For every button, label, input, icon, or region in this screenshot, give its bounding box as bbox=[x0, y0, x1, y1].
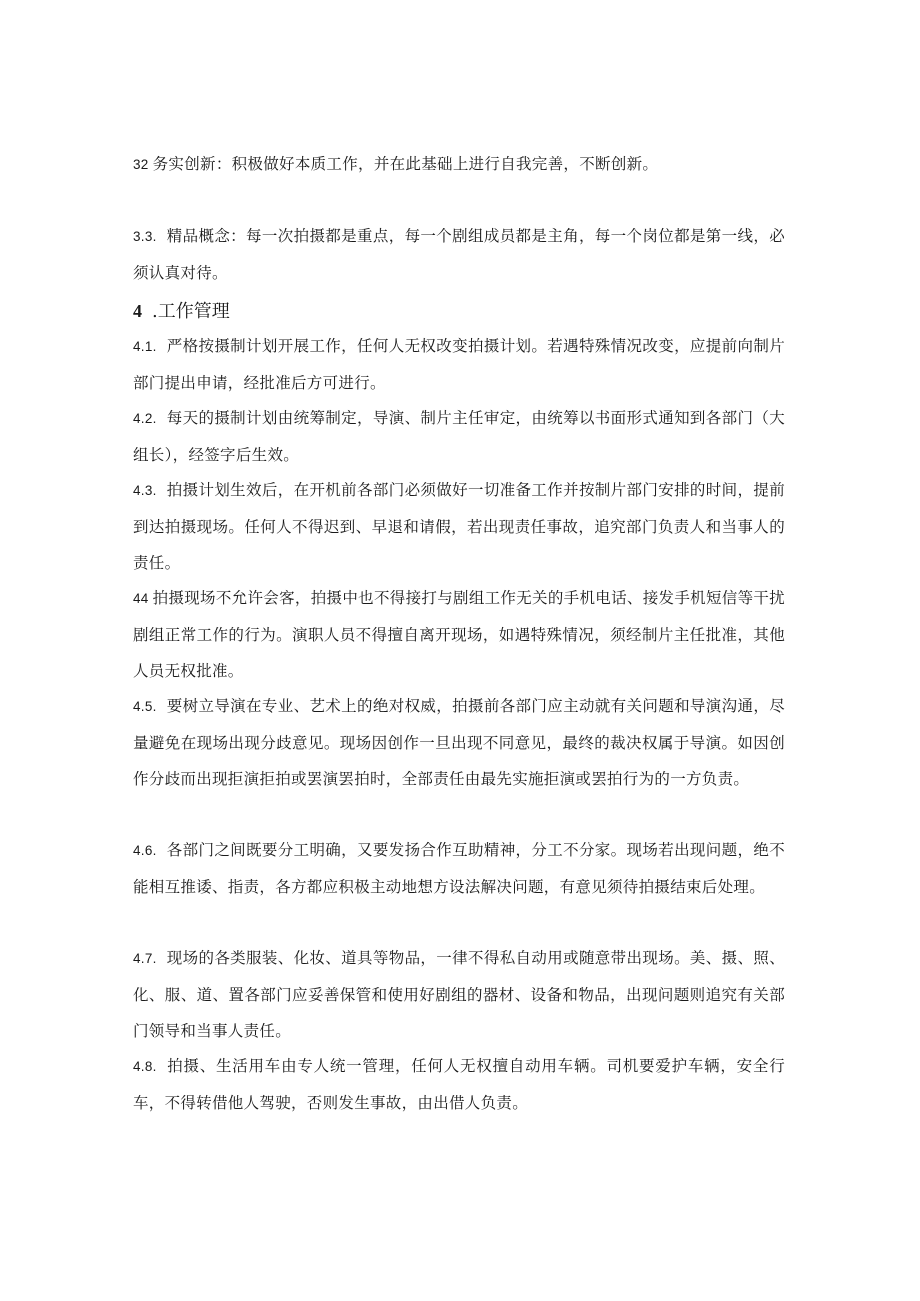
paragraph-number: 44 bbox=[133, 591, 149, 606]
paragraph-number: 4.5. bbox=[133, 699, 157, 714]
paragraph-text: 要树立导演在专业、艺术上的绝对权威，拍摄前各部门应主动就有关问题和导演沟通，尽量避免在现场出现分歧意见。现场因创作一旦出现不同意见，最终的裁决权属于导演。如因创作分歧而出现拒演拒拍或罢演罢拍时，全部责任由最先实施拒演或罢拍行为的一方负责。 bbox=[133, 697, 785, 788]
paragraph-4-2 bbox=[133, 400, 785, 473]
paragraph-3-3 bbox=[133, 218, 785, 291]
paragraph-4-6 bbox=[133, 832, 785, 905]
paragraph-text: 务实创新：积极做好本质工作，并在此基础上进行自我完善，不断创新。 bbox=[152, 155, 659, 173]
paragraph-number: 4.2. bbox=[133, 411, 157, 426]
paragraph-4-8 bbox=[133, 1048, 785, 1121]
paragraph-number: 4.6. bbox=[133, 843, 157, 858]
paragraph-number: 4.7. bbox=[133, 951, 157, 966]
paragraph-number: 4.8. bbox=[133, 1059, 157, 1074]
paragraph-text: 每天的摄制计划由统筹制定，导演、制片主任审定，由统筹以书面形式通知到各部门（大组长），经签字后生效。 bbox=[133, 409, 785, 464]
paragraph-number: 3.3. bbox=[133, 229, 157, 244]
heading-title: .工作管理 bbox=[152, 301, 230, 322]
paragraph-4-7 bbox=[133, 940, 785, 1049]
paragraph-4-1 bbox=[133, 328, 785, 401]
paragraph-3-2 bbox=[133, 146, 785, 183]
paragraph-text: 严格按摄制计划开展工作，任何人无权改变拍摄计划。若遇特殊情况改变，应提前向制片部门提出申请，经批准后方可进行。 bbox=[133, 337, 785, 392]
section-heading-4 bbox=[133, 296, 230, 327]
paragraph-number: 4.1. bbox=[133, 339, 157, 354]
paragraph-4-3 bbox=[133, 472, 785, 581]
paragraph-4-4 bbox=[133, 580, 785, 689]
paragraph-text: 各部门之间既要分工明确，又要发扬合作互助精神，分工不分家。现场若出现问题，绝不能相互推诿、指责，各方都应积极主动地想方设法解决问题，有意见须待拍摄结束后处理。 bbox=[133, 841, 785, 896]
paragraph-text: 拍摄现场不允许会客，拍摄中也不得接打与剧组工作无关的手机电话、接发手机短信等干扰剧组正常工作的行为。演职人员不得擅自离开现场，如遇特殊情况，须经制片主任批准，其他人员无权批准。 bbox=[133, 589, 785, 680]
paragraph-text: 拍摄计划生效后，在开机前各部门必须做好一切准备工作并按制片部门安排的时间，提前到达拍摄现场。任何人不得迟到、早退和请假，若出现责任事故，追究部门负责人和当事人的责任。 bbox=[133, 481, 785, 572]
paragraph-4-5 bbox=[133, 688, 785, 797]
paragraph-text: 拍摄、生活用车由专人统一管理，任何人无权擅自动用车辆。司机要爱护车辆，安全行车，不得转借他人驾驶，否则发生事故，由出借人负责。 bbox=[133, 1057, 785, 1112]
paragraph-text: 现场的各类服装、化妆、道具等物品，一律不得私自动用或随意带出现场。美、摄、照、化、服、道、置各部门应妥善保管和使用好剧组的器材、设备和物品，出现问题则追究有关部门领导和当事人责任。 bbox=[133, 949, 785, 1040]
paragraph-text: 精品概念：每一次拍摄都是重点，每一个剧组成员都是主角，每一个岗位都是第一线，必须认真对待。 bbox=[133, 227, 785, 282]
paragraph-number: 32 bbox=[133, 157, 149, 172]
heading-number: 4 bbox=[133, 301, 142, 321]
paragraph-number: 4.3. bbox=[133, 483, 157, 498]
